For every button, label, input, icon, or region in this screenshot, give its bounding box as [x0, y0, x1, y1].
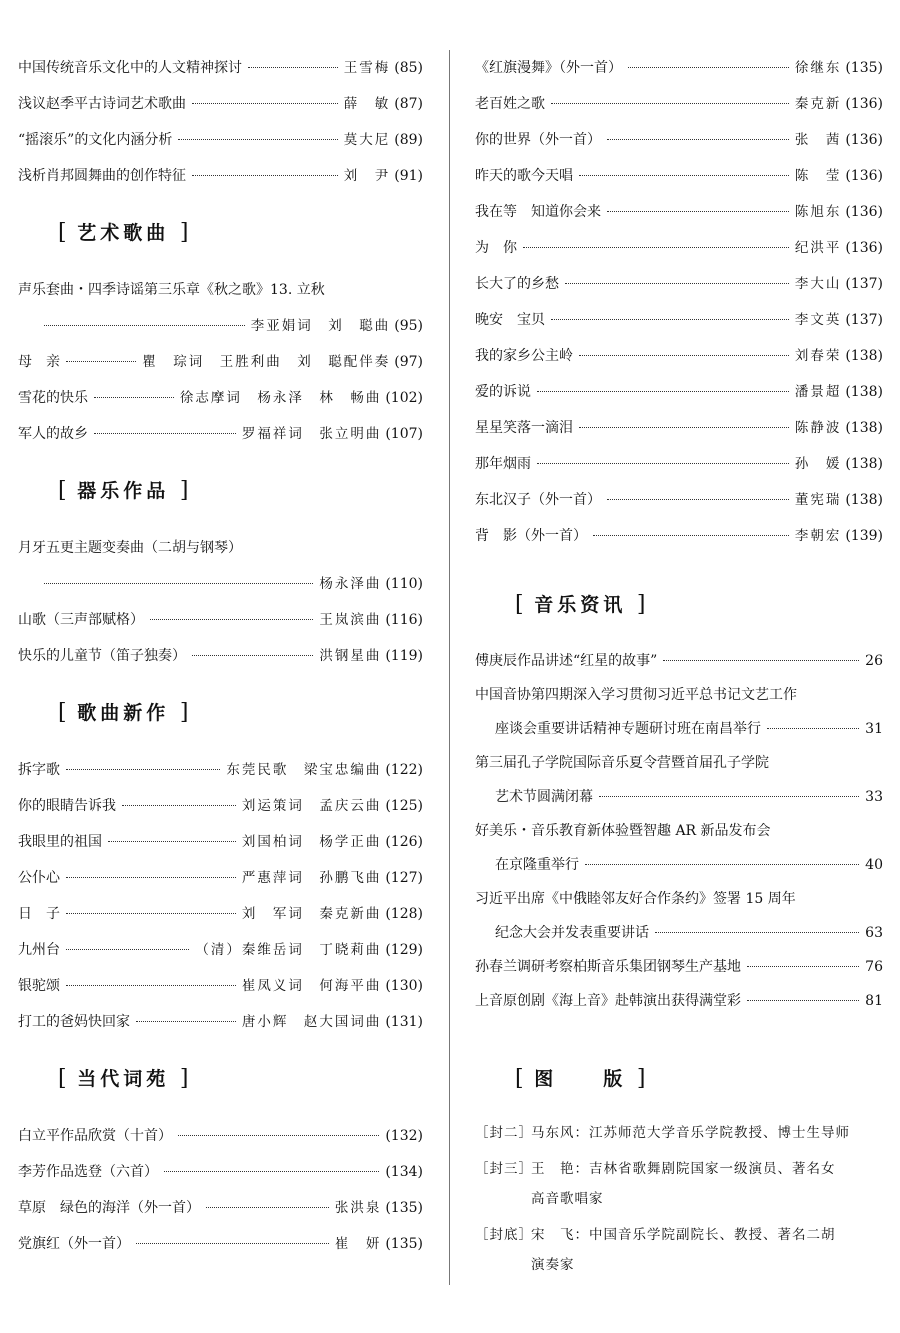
- leader-dots: [66, 913, 236, 914]
- leader-dots: [248, 67, 338, 68]
- toc-page: (137): [845, 276, 883, 292]
- toc-title: 雪花的快乐: [18, 390, 88, 406]
- toc-page: 81: [865, 993, 883, 1009]
- plate-entry[interactable]: [475, 1118, 883, 1148]
- toc-author: 莫大尼: [343, 132, 391, 148]
- toc-title: 九州台: [18, 942, 60, 958]
- toc-title: 傅庚辰作品讲述“红星的故事”: [475, 653, 658, 669]
- toc-entry[interactable]: [475, 122, 883, 158]
- plate-entry[interactable]: [475, 1220, 883, 1280]
- leader-dots: [192, 103, 338, 104]
- toc-title: 打工的爸妈快回家: [18, 1014, 130, 1030]
- plate-tag: ［封底］: [475, 1227, 533, 1243]
- leader-dots: [565, 283, 789, 284]
- plate-entry[interactable]: [475, 1154, 883, 1214]
- leader-dots: [178, 1135, 379, 1136]
- toc-entry[interactable]: [18, 860, 423, 896]
- toc-page: (102): [385, 390, 423, 406]
- toc-entry[interactable]: [18, 86, 423, 122]
- toc-title: 背 影（外一首）: [475, 528, 587, 544]
- toc-title: 在京隆重举行: [495, 857, 579, 873]
- toc-page: (125): [385, 798, 423, 814]
- toc-entry[interactable]: [475, 86, 883, 122]
- toc-page: (134): [385, 1164, 423, 1180]
- toc-page: (138): [845, 384, 883, 400]
- toc-group-art-song: [18, 344, 423, 452]
- toc-author: 纪洪平: [794, 240, 842, 256]
- leader-dots: [579, 175, 789, 176]
- toc-author: 杨永泽曲: [319, 576, 382, 592]
- leader-dots: [192, 175, 338, 176]
- toc-entry[interactable]: [475, 374, 883, 410]
- toc-entry[interactable]: [18, 824, 423, 860]
- toc-title: 晚安 宝贝: [475, 312, 545, 328]
- toc-author: 东莞民歌 梁宝忠编曲: [226, 762, 382, 778]
- news-entry-line[interactable]: 习近平出席《中俄睦邻友好合作条约》签署 15 周年: [475, 891, 796, 907]
- toc-author: 陈静波: [794, 420, 842, 436]
- leader-dots: [66, 985, 236, 986]
- toc-page: 26: [865, 653, 883, 669]
- leader-dots: [537, 391, 789, 392]
- toc-page: (135): [845, 60, 883, 76]
- plate-text: 王 艳：吉林省歌舞剧院国家一级演员、著名女 高音歌唱家: [531, 1161, 836, 1207]
- toc-page: (136): [845, 168, 883, 184]
- toc-page: (136): [845, 96, 883, 112]
- toc-page: (138): [845, 420, 883, 436]
- toc-page: (95): [394, 318, 423, 334]
- toc-page: (137): [845, 312, 883, 328]
- toc-entry[interactable]: [475, 266, 883, 302]
- toc-author: 崔凤义词 何海平曲: [241, 978, 382, 994]
- toc-title: 你的世界（外一首）: [475, 132, 601, 148]
- toc-title: 浅议赵季平古诗词艺术歌曲: [18, 96, 186, 112]
- leader-dots: [585, 864, 859, 865]
- toc-title: 中国传统音乐文化中的人文精神探讨: [18, 60, 242, 76]
- leader-dots: [122, 805, 236, 806]
- toc-entry[interactable]: [18, 380, 423, 416]
- leader-dots: [44, 583, 313, 584]
- toc-author: 李大山: [794, 276, 842, 292]
- toc-entry[interactable]: [18, 896, 423, 932]
- leader-dots: [551, 319, 789, 320]
- toc-title: 白立平作品欣赏（十首）: [18, 1128, 172, 1144]
- leader-dots: [150, 619, 313, 620]
- news-entry-line[interactable]: 中国音协第四期深入学习贯彻习近平总书记文艺工作: [475, 687, 797, 703]
- toc-title: 上音原创剧《海上音》赴韩演出获得满堂彩: [475, 993, 741, 1009]
- leader-dots: [94, 397, 174, 398]
- toc-group-instrumental: [18, 602, 423, 674]
- toc-author: 薛 敏: [343, 96, 391, 112]
- toc-entry[interactable]: [18, 416, 423, 452]
- news-entry-line[interactable]: 好美乐・音乐教育新体验暨智趣 AR 新品发布会: [475, 823, 771, 839]
- toc-title: 草原 绿色的海洋（外一首）: [18, 1200, 200, 1216]
- toc-title: “摇滚乐”的文化内涵分析: [18, 132, 173, 148]
- leader-dots: [164, 1171, 379, 1172]
- toc-author: 董宪瑞: [794, 492, 842, 508]
- leader-dots: [192, 655, 313, 656]
- leader-dots: [44, 325, 245, 326]
- toc-page: (132): [385, 1128, 423, 1144]
- toc-title: 银驼颂: [18, 978, 60, 994]
- toc-title: 星星笑落一滴泪: [475, 420, 573, 436]
- news-entry[interactable]: [475, 780, 883, 814]
- leader-dots: [599, 796, 859, 797]
- toc-page: (138): [845, 456, 883, 472]
- toc-entry[interactable]: [18, 1154, 423, 1190]
- toc-entry[interactable]: [475, 338, 883, 374]
- toc-entry[interactable]: [18, 566, 423, 602]
- toc-author: （清）秦维岳词 丁晓莉曲: [195, 942, 382, 958]
- toc-title: 东北汉子（外一首）: [475, 492, 601, 508]
- leader-dots: [66, 877, 236, 878]
- leader-dots: [579, 427, 789, 428]
- toc-title: 党旗红（外一首）: [18, 1236, 130, 1252]
- toc-title: 快乐的儿童节（笛子独奏）: [18, 648, 186, 664]
- leader-dots: [66, 949, 189, 950]
- toc-author: 王岚滨曲: [319, 612, 382, 628]
- section-heading-news: [ 音乐资讯 ]: [515, 592, 646, 617]
- left-column: [18, 50, 423, 1262]
- toc-entry[interactable]: [18, 50, 423, 86]
- toc-title: 我在等 知道你会来: [475, 204, 601, 220]
- leader-dots: [747, 1000, 859, 1001]
- toc-author: 王雪梅: [343, 60, 391, 76]
- toc-entry[interactable]: [18, 308, 423, 344]
- toc-entry[interactable]: [18, 602, 423, 638]
- toc-page: (89): [394, 132, 423, 148]
- toc-page: (128): [385, 906, 423, 922]
- news-entry[interactable]: [475, 950, 883, 984]
- toc-entry[interactable]: [475, 302, 883, 338]
- toc-entry[interactable]: [475, 446, 883, 482]
- plate-text: 马东风：江苏师范大学音乐学院教授、博士生导师: [531, 1125, 850, 1141]
- toc-entry[interactable]: [18, 158, 423, 194]
- toc-entry[interactable]: [18, 344, 423, 380]
- toc-entry[interactable]: [475, 410, 883, 446]
- toc-author: 崔 妍: [334, 1236, 382, 1252]
- toc-author: 严惠萍词 孙鹏飞曲: [241, 870, 382, 886]
- toc-author: 徐继东: [794, 60, 842, 76]
- leader-dots: [607, 499, 789, 500]
- toc-page: (135): [385, 1200, 423, 1216]
- toc-author: 李亚娟词 刘 聪曲: [250, 318, 391, 334]
- toc-page: (131): [385, 1014, 423, 1030]
- leader-dots: [136, 1243, 329, 1244]
- toc-page: (138): [845, 348, 883, 364]
- toc-page: 31: [865, 721, 883, 737]
- toc-page: (110): [385, 576, 423, 592]
- leader-dots: [767, 728, 859, 729]
- toc-entry[interactable]: [475, 482, 883, 518]
- leader-dots: [523, 247, 789, 248]
- toc-title: 公仆心: [18, 870, 60, 886]
- leader-dots: [551, 103, 789, 104]
- toc-title: 日 子: [18, 906, 60, 922]
- toc-author: 徐志摩词 杨永泽 林 畅曲: [179, 390, 382, 406]
- toc-page: 33: [865, 789, 883, 805]
- toc-entry[interactable]: [18, 638, 423, 674]
- toc-entry[interactable]: [475, 158, 883, 194]
- leader-dots: [66, 769, 220, 770]
- leader-dots: [66, 361, 136, 362]
- toc-author: 李朝宏: [794, 528, 842, 544]
- toc-title: 为 你: [475, 240, 517, 256]
- toc-entry[interactable]: [18, 1226, 423, 1262]
- toc-page: (139): [845, 528, 883, 544]
- toc-page: (136): [845, 240, 883, 256]
- leader-dots: [94, 433, 236, 434]
- leader-dots: [607, 139, 789, 140]
- leader-dots: [607, 211, 789, 212]
- toc-page: (116): [385, 612, 423, 628]
- toc-entry[interactable]: [18, 788, 423, 824]
- toc-entry-title-line[interactable]: 月牙五更主题变奏曲（二胡与钢琴）: [18, 540, 242, 556]
- toc-author: 刘国柏词 杨学正曲: [241, 834, 382, 850]
- toc-entry[interactable]: [475, 50, 883, 86]
- leader-dots: [108, 841, 236, 842]
- toc-author: 张 茜: [794, 132, 842, 148]
- right-column: [475, 50, 883, 1286]
- toc-title: 军人的故乡: [18, 426, 88, 442]
- toc-page: (122): [385, 762, 423, 778]
- toc-entry[interactable]: [18, 1190, 423, 1226]
- toc-author: 秦克新: [794, 96, 842, 112]
- section-heading-lyrics: [ 当代词苑 ]: [58, 1066, 189, 1091]
- toc-page: (91): [394, 168, 423, 184]
- news-entry-line[interactable]: 第三届孔子学院国际音乐夏令营暨首届孔子学院: [475, 755, 769, 771]
- toc-title: 我的家乡公主岭: [475, 348, 573, 364]
- toc-entry[interactable]: [18, 1118, 423, 1154]
- toc-page: (97): [394, 354, 423, 370]
- toc-author: 刘春荣: [794, 348, 842, 364]
- toc-group-lyrics: [18, 1118, 423, 1262]
- toc-title: 孙春兰调研考察柏斯音乐集团钢琴生产基地: [475, 959, 741, 975]
- toc-page: (129): [385, 942, 423, 958]
- leader-dots: [206, 1207, 329, 1208]
- toc-entry[interactable]: [18, 752, 423, 788]
- toc-entry[interactable]: [475, 194, 883, 230]
- news-entry[interactable]: [475, 712, 883, 746]
- toc-author: 潘景超: [794, 384, 842, 400]
- leader-dots: [537, 463, 789, 464]
- toc-title: 爱的诉说: [475, 384, 531, 400]
- news-entry[interactable]: [475, 916, 883, 950]
- plate-text: 宋 飞：中国音乐学院副院长、教授、著名二胡 演奏家: [531, 1227, 836, 1273]
- leader-dots: [136, 1021, 236, 1022]
- toc-page: (87): [394, 96, 423, 112]
- toc-author: 李文英: [794, 312, 842, 328]
- toc-page: (127): [385, 870, 423, 886]
- toc-entry-title-line[interactable]: 声乐套曲・四季诗谣第三乐章《秋之歌》13. 立秋: [18, 282, 325, 298]
- toc-author: 瞿 琮词 王胜利曲 刘 聪配伴奏: [142, 354, 391, 370]
- toc-page: (85): [394, 60, 423, 76]
- toc-author: 陈旭东: [794, 204, 842, 220]
- toc-title: 艺术节圆满闭幕: [495, 789, 593, 805]
- toc-title: 昨天的歌今天唱: [475, 168, 573, 184]
- toc-page: 76: [865, 959, 883, 975]
- plate-tag: ［封二］: [475, 1125, 533, 1141]
- toc-group-essays: [18, 50, 423, 194]
- leader-dots: [655, 932, 859, 933]
- toc-page: (126): [385, 834, 423, 850]
- toc-title: 老百姓之歌: [475, 96, 545, 112]
- toc-author: 刘 尹: [343, 168, 391, 184]
- toc-title: 《红旗漫舞》（外一首）: [475, 60, 622, 76]
- column-divider: [449, 50, 450, 1285]
- toc-author: 张洪泉: [334, 1200, 382, 1216]
- toc-entry[interactable]: [18, 932, 423, 968]
- toc-title: 纪念大会并发表重要讲话: [495, 925, 649, 941]
- toc-page: (138): [845, 492, 883, 508]
- toc-entry[interactable]: [18, 122, 423, 158]
- toc-group-new-songs: [18, 752, 423, 1040]
- news-entry[interactable]: [475, 984, 883, 1018]
- news-entry[interactable]: [475, 848, 883, 882]
- leader-dots: [663, 660, 859, 661]
- toc-page: (130): [385, 978, 423, 994]
- toc-page: (136): [845, 204, 883, 220]
- toc-title: 浅析肖邦圆舞曲的创作特征: [18, 168, 186, 184]
- toc-title: 那年烟雨: [475, 456, 531, 472]
- section-heading-art-song: [ 艺术歌曲 ]: [58, 220, 189, 245]
- toc-title: 你的眼睛告诉我: [18, 798, 116, 814]
- toc-title: 长大了的乡愁: [475, 276, 559, 292]
- news-entry[interactable]: [475, 644, 883, 678]
- toc-author: 刘运策词 孟庆云曲: [241, 798, 382, 814]
- plate-tag: ［封三］: [475, 1161, 533, 1177]
- toc-author: 洪钢星曲: [319, 648, 382, 664]
- toc-title: 母 亲: [18, 354, 60, 370]
- toc-author: 孙 媛: [794, 456, 842, 472]
- toc-author: 刘 军词 秦克新曲: [241, 906, 382, 922]
- toc-entry[interactable]: [18, 968, 423, 1004]
- toc-page: (107): [385, 426, 423, 442]
- toc-entry[interactable]: [18, 1004, 423, 1040]
- toc-group-lyrics-cont: [475, 50, 883, 554]
- leader-dots: [628, 67, 789, 68]
- leader-dots: [593, 535, 789, 536]
- section-heading-instrumental: [ 器乐作品 ]: [58, 478, 189, 503]
- toc-page: 40: [865, 857, 883, 873]
- leader-dots: [747, 966, 859, 967]
- toc-entry[interactable]: [475, 518, 883, 554]
- toc-page: 63: [865, 925, 883, 941]
- toc-page: (119): [385, 648, 423, 664]
- toc-title: 李芳作品选登（六首）: [18, 1164, 158, 1180]
- leader-dots: [579, 355, 789, 356]
- toc-title: 座谈会重要讲话精神专题研讨班在南昌举行: [495, 721, 761, 737]
- toc-page: (136): [845, 132, 883, 148]
- section-heading-plates: [ 图 版 ]: [515, 1066, 646, 1091]
- toc-page: (135): [385, 1236, 423, 1252]
- toc-author: 唐小辉 赵大国词曲: [241, 1014, 382, 1030]
- leader-dots: [178, 139, 337, 140]
- toc-author: 罗福祥词 张立明曲: [241, 426, 382, 442]
- toc-entry[interactable]: [475, 230, 883, 266]
- toc-title: 山歌（三声部赋格）: [18, 612, 144, 628]
- toc-title: 我眼里的祖国: [18, 834, 102, 850]
- section-heading-new-songs: [ 歌曲新作 ]: [58, 700, 189, 725]
- toc-title: 拆字歌: [18, 762, 60, 778]
- toc-author: 陈 莹: [794, 168, 842, 184]
